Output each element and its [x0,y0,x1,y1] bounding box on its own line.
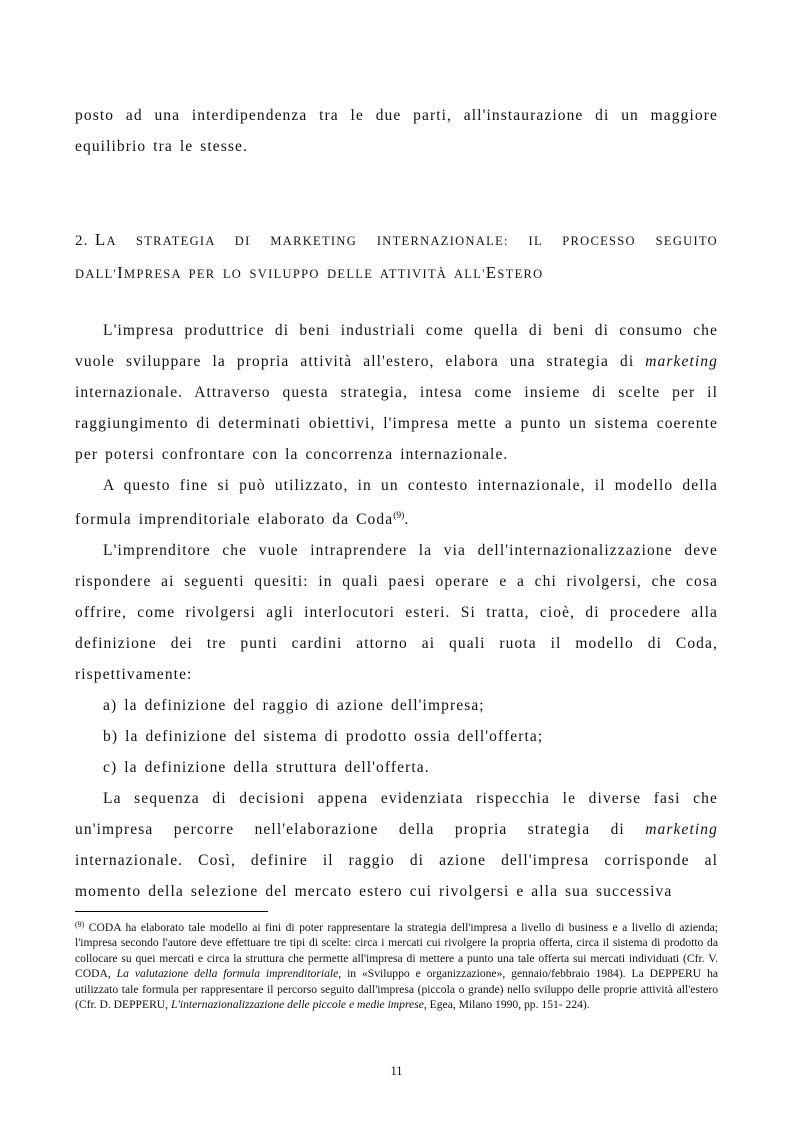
heading-cap: L [94,230,107,249]
paragraph-3: L'imprenditore che vuole intraprendere la via dell'internazionalizzazione deve rispondere ai seguenti quesiti: in quali paesi operare e a chi rivolgersi, che cosa offrire, come rivolgersi agli interlocutori esteri. Si tratta, cioè, di procedere alla definizione dei tre punti cardini attorno ai quali ruota il modello di Coda, rispettivamente: [75,542,718,683]
heading-smallcaps: DALL' [75,267,118,281]
heading-smallcaps: STERO [497,267,544,281]
paragraph-4-italic: marketing [645,821,718,838]
page-number: 11 [390,1064,403,1078]
intro-paragraph-block [75,100,718,162]
section-number: 2. [75,233,89,249]
body-text [75,315,718,907]
paragraph-1-text: L'impresa produttrice di beni industriali come quella di beni di consumo che vuole sviluppare la propria attività all'estero, elabora una strategia di [75,322,718,370]
paragraph-2-text: A questo fine si può utilizzato, in un contesto internazionale, il modello della formula imprenditoriale elaborato da Coda [75,477,718,528]
paragraph-2 [75,470,718,535]
footnote-text: CODA ha elaborato tale modello ai fini di poter rappresentare la strategia dell'impresa a livello di business e a livello di azienda; l'impresa secondo l'autore deve effettuare tre tipi di scelte: circa i mercati cui rivolgere la propria offerta, circa il sistema di prodotto da collocare su quei mercati e circa la struttura che permette all'impresa di mettere a punto una tale offerta sui mercati individuati (Cfr. V. CODA, [75,921,718,981]
intro-paragraph: posto ad una interdipendenza tra le due parti, all'instaurazione di un maggiore equilibrio tra le stesse. [75,107,718,155]
paragraph-4 [75,783,718,907]
footnote-italic-title: L'internazionalizzazione delle piccole e medie imprese, [170,998,427,1012]
paragraph-1-text-end: internazionale. Attraverso questa strategia, intesa come insieme di scelte per il raggiungimento di determinati obiettivi, l'impresa mette a punto un sistema coerente per potersi confrontare con la concorrenza internazionale. [75,384,718,463]
list-item-a: a) la definizione del raggio di azione dell'impresa; [103,697,485,714]
heading-cap: I [117,263,125,282]
footnote-text: Egea, Milano 1990, pp. 151- 224). [426,998,590,1012]
paragraph-1 [75,315,718,470]
heading-smallcaps: MPRESA PER LO SVILUPPO DELLE ATTIVITÀ ALL' [124,267,486,281]
list-item-b: b) la definizione del sistema di prodotto ossia dell'offerta; [103,728,544,745]
footnote-separator [75,911,268,912]
heading-smallcaps: A STRATEGIA DI MARKETING INTERNAZIONALE: IL PROCESSO SEGUITO [106,234,718,248]
paragraph-2-text-end: . [404,511,410,528]
footnote-italic-title: La valutazione della formula imprenditoriale, [116,967,342,981]
footnote-mark: (9) [75,920,85,929]
footnote-reference[interactable]: (9) [393,511,405,521]
list-item-c: c) la definizione della struttura dell'offerta. [103,759,430,776]
section-heading [75,224,718,290]
paragraph-4-text: La sequenza di decisioni appena evidenziata rispecchia le diverse fasi che un'impresa percorre nell'elaborazione della propria strategia di [75,790,718,838]
heading-cap: E [485,263,498,282]
paragraph-4-text-end: internazionale. Così, definire il raggio di azione dell'impresa corrisponde al momento della selezione del mercato estero cui rivolgersi e alla sua successiva [75,852,718,900]
footnote-text: in «Sviluppo e organizzazione», gennaio/febbraio 1984). La DEPPERU ha utilizzato tale formula per rappresentare il percorso seguito dall'impresa (piccola o grande) nello sviluppo delle proprie attività all'estero (Cfr. D. DEPPERU, [75,967,719,1012]
footnote [75,917,718,1012]
paragraph-1-italic: marketing [645,353,718,370]
